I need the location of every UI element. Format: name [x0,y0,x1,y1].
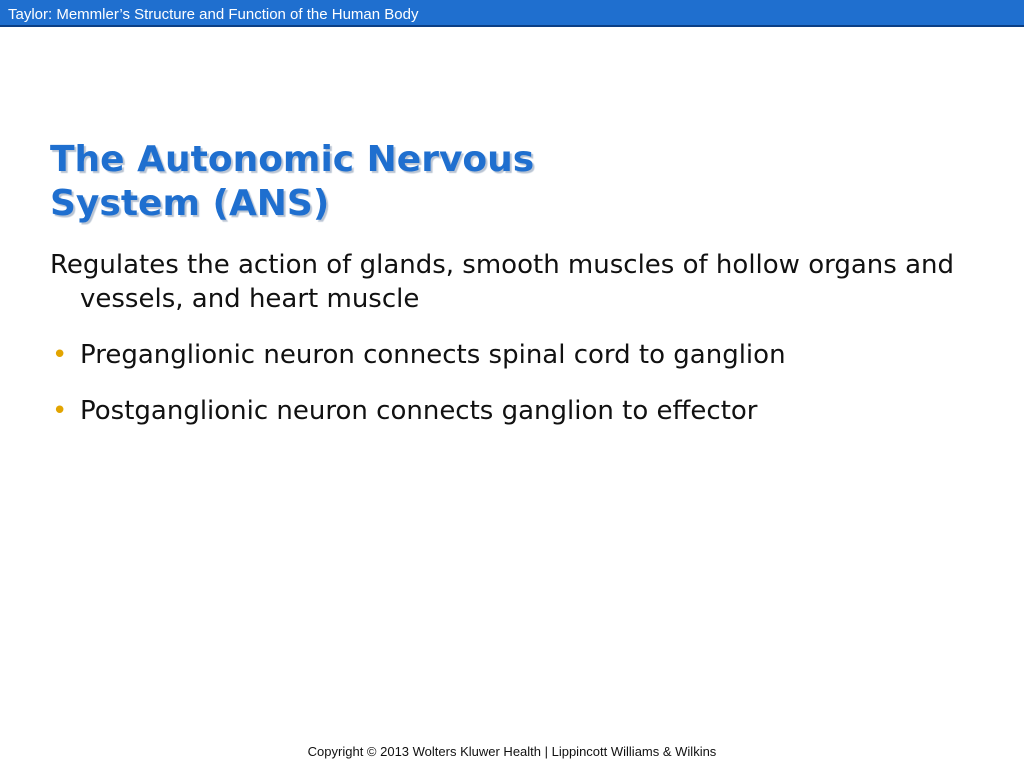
slide-title [50,138,950,226]
bullet-text: Postganglionic neuron connects ganglion to effector [80,396,758,426]
book-title: Taylor: Memmler’s Structure and Function of the Human Body [8,6,419,23]
copyright-text: Copyright © 2013 Wolters Kluwer Health | Lippincott Williams & Wilkins [307,744,717,759]
bullet-dot-icon: • [52,340,68,370]
slide-title-line-2: System (ANS) [50,183,330,224]
bullet-item [50,338,990,372]
header-bar [0,0,1024,27]
slide-title-line-1: The Autonomic Nervous [50,139,535,180]
slide-body [50,248,990,450]
intro-paragraph: Regulates the action of glands, smooth muscles of hollow organs and vessels, and heart muscle [50,250,954,314]
bullet-item [50,394,990,428]
copyright-footer [0,744,1024,759]
bullet-text: Preganglionic neuron connects spinal cord to ganglion [80,340,786,370]
bullet-dot-icon: • [52,396,68,426]
